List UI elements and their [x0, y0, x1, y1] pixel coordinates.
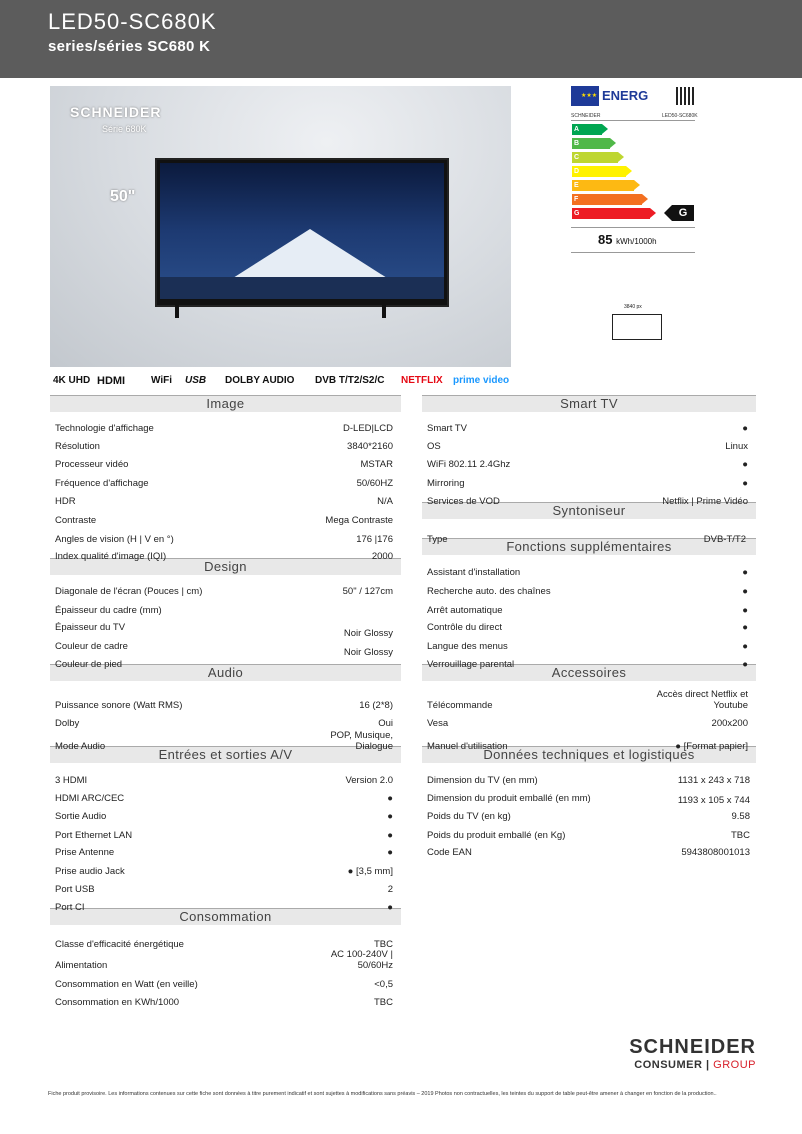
extra-row-label: Recherche auto. des chaînes [427, 586, 551, 597]
image-row-value: 2000 [371, 551, 393, 562]
image-row-value: 176 |176 [356, 534, 393, 545]
qr-code-icon [676, 87, 694, 105]
smart-row-label: Services de VOD [427, 496, 500, 507]
image-row-label: Fréquence d'affichage [55, 478, 149, 489]
audio-row-label: Dolby [55, 718, 80, 729]
acc-row-value: ● [Format papier] [675, 741, 748, 752]
energy-label [568, 86, 698, 256]
conso-row-label: Consommation en Watt (en veille) [55, 979, 198, 990]
smart-row-value: ● [742, 459, 748, 470]
acc-row-label: Vesa [427, 718, 449, 729]
design-row-label: Couleur de pied [55, 659, 123, 670]
conso-row-label: Alimentation [55, 960, 108, 971]
company-logo-consumer: CONSUMER [634, 1059, 703, 1071]
av-row-value: ● [387, 793, 393, 804]
usb-logo: USB [185, 375, 207, 386]
extra-row-label: Langue des menus [427, 641, 508, 652]
extra-row-value: ● [742, 659, 748, 670]
smart-row-value: Linux [725, 441, 748, 452]
av-row-label: Prise Antenne [55, 847, 115, 858]
section-image-title: Image [50, 395, 401, 412]
smart-row-value: ● [742, 478, 748, 489]
extra-row-value: ● [742, 586, 748, 597]
av-row-value: ● [387, 902, 393, 913]
smart-row-label: WiFi 802.11 2.4Ghz [427, 459, 511, 470]
header-bar [0, 0, 802, 78]
design-row-label: Épaisseur du cadre (mm) [55, 605, 162, 616]
prime-video-logo: prime video [453, 375, 510, 386]
extra-row-value: ● [742, 605, 748, 616]
energy-unit: kWh/1000h [616, 237, 657, 246]
extra-row-label: Arrêt automatique [427, 605, 503, 616]
tech-row-label: Poids du TV (en kg) [427, 811, 511, 822]
smart-row-label: Mirroring [427, 478, 465, 489]
energy-divider [571, 120, 695, 121]
image-row-label: Angles de vision (H | V en °) [55, 534, 174, 545]
section-design-title: Design [50, 558, 401, 575]
section-tuner-title: Syntoniseur [422, 502, 756, 519]
energy-class-f: F [572, 194, 642, 205]
model-title: LED50-SC680K [48, 9, 217, 34]
tech-row-value: 1193 x 105 x 744 [677, 795, 750, 806]
conso-row-value: TBC [374, 997, 393, 1008]
conso-row-label: Consommation en KWh/1000 [55, 997, 180, 1008]
av-row-label: HDMI ARC/CEC [55, 793, 125, 804]
smart-row-label: OS [427, 441, 441, 452]
series-subtitle: series/séries SC680 K [48, 38, 211, 55]
energy-class-a: A [572, 124, 602, 135]
av-row-label: Port USB [55, 884, 95, 895]
tech-row-label: Dimension du TV (en mm) [427, 775, 538, 786]
tuner-row-value: DVB-T/T2 [703, 534, 746, 545]
av-row-label: Port CI [55, 902, 85, 913]
company-logo-group: GROUP [713, 1059, 756, 1071]
energy-consumption [598, 232, 657, 247]
audio-row-label: Puissance sonore (Watt RMS) [55, 700, 183, 711]
section-conso-title: Consommation [50, 908, 401, 925]
energy-class-g: G [572, 208, 650, 219]
extra-row-label: Contrôle du direct [427, 622, 502, 633]
image-row-label: Processeur vidéo [55, 459, 129, 470]
acc-row-label: Manuel d'utilisation [427, 741, 508, 752]
image-row-label: Contraste [55, 515, 97, 526]
acc-row-label: Télécommande [427, 700, 493, 711]
image-row-label: Index qualité d'image (IQI) [55, 551, 167, 562]
extra-row-label: Verrouillage parental [427, 659, 515, 670]
tech-row-value: 9.58 [731, 811, 750, 822]
extra-row-label: Assistant d'installation [427, 567, 521, 578]
tech-row-label: Poids du produit emballé (en Kg) [427, 830, 566, 841]
energy-brand: SCHNEIDER [571, 113, 601, 119]
company-logo [572, 1036, 756, 1071]
audio-row-value: 16 (2*8) [359, 700, 393, 711]
section-tech-title: Données techniques et logistiques [422, 746, 756, 763]
section-av-title: Entrées et sorties A/V [50, 746, 401, 763]
conso-row-label: Classe d'efficacité énergétique [55, 939, 184, 950]
image-row-label: Résolution [55, 441, 100, 452]
tech-row-label: Code EAN [427, 847, 472, 858]
uhd-logo: 4K UHD [53, 375, 91, 386]
screen-dims: 3840 px [624, 304, 642, 310]
design-row-label: Épaisseur du TV [55, 622, 126, 633]
energy-class-indicator: G [672, 205, 694, 221]
av-row-value: ● [387, 811, 393, 822]
av-row-label: 3 HDMI [55, 775, 88, 786]
design-row-value: 50" / 127cm [342, 586, 393, 597]
photo-serie: Série 680K [102, 124, 147, 134]
feature-logos [53, 373, 508, 389]
image-row-label: HDR [55, 496, 76, 507]
design-row-label: Diagonale de l'écran (Pouces | cm) [55, 586, 203, 597]
image-row-value: D-LED|LCD [343, 423, 393, 434]
smart-row-label: Smart TV [427, 423, 467, 434]
audio-row-label: Mode Audio [55, 741, 106, 752]
audio-row-value: POP, Musique, Dialogue [330, 730, 393, 752]
av-row-value: ● [387, 847, 393, 858]
conso-row-value: AC 100-240V | 50/60Hz [330, 949, 393, 971]
tuner-row-label: Type [427, 534, 448, 545]
product-photo [50, 86, 511, 367]
extra-row-value: ● [742, 622, 748, 633]
image-row-value: 50/60HZ [356, 478, 393, 489]
energy-divider [571, 227, 695, 228]
av-row-label: Prise audio Jack [55, 866, 125, 877]
photo-size: 50" [110, 188, 136, 205]
tv-dimension-icon [612, 314, 662, 340]
energy-class-c: C [572, 152, 618, 163]
energy-class-d: D [572, 166, 626, 177]
section-audio-title: Audio [50, 664, 401, 681]
netflix-logo: NETFLIX [401, 375, 443, 386]
footnote: Fiche produit provisoire. Les informations contenues sur cette fiche sont données à titre purement indicatif et sont sujettes à modifications sans préavis – 2019 Photos non contractuelles, les teintes du support de table peut-être amener à changer en fonction de la production.. [48, 1091, 717, 1097]
eu-flag-icon: ★★★ [571, 86, 599, 106]
tv-image [155, 158, 449, 307]
energy-model: LED50-SC680K [662, 113, 698, 119]
tech-row-value: 1131 x 243 x 718 [677, 775, 750, 786]
tv-leg-right [382, 304, 386, 318]
av-row-label: Port Ethernet LAN [55, 830, 133, 841]
av-row-value: ● [3,5 mm] [347, 866, 393, 877]
image-row-value: MSTAR [360, 459, 393, 470]
section-extra-title: Fonctions supplémentaires [422, 538, 756, 555]
extra-row-value: ● [742, 567, 748, 578]
energy-class-e: E [572, 180, 634, 191]
acc-row-value: 200x200 [711, 718, 748, 729]
energy-value: 85 [598, 232, 613, 247]
dolby-logo: DOLBY AUDIO [225, 375, 295, 386]
smart-row-value: Netflix | Prime Vidéo [662, 496, 748, 507]
tech-row-value: 5943808001013 [681, 847, 750, 858]
energy-label-title: ENERG [602, 88, 649, 103]
wifi-logo: WiFi [151, 375, 173, 386]
tv-screen [160, 163, 444, 299]
section-smart-title: Smart TV [422, 395, 756, 412]
tech-row-value: TBC [731, 830, 750, 841]
conso-row-value: <0,5 [374, 979, 393, 990]
extra-row-value: ● [742, 641, 748, 652]
image-row-value: N/A [377, 496, 393, 507]
av-row-value: 2 [387, 884, 393, 895]
photo-brand: SCHNEIDER [70, 104, 162, 120]
acc-row-value: Accès direct Netflix et Youtube [656, 689, 748, 711]
energy-class-b: B [572, 138, 610, 149]
design-row-label: Couleur de cadre [55, 641, 128, 652]
dvb-logo: DVB T/T2/S2/C [315, 375, 385, 386]
company-logo-name: SCHNEIDER [629, 1036, 756, 1058]
audio-row-value: Oui [378, 718, 393, 729]
tv-leg-left [175, 304, 179, 318]
tech-row-label: Dimension du produit emballé (en mm) [427, 793, 591, 804]
image-row-label: Technologie d'affichage [55, 423, 154, 434]
av-row-label: Sortie Audio [55, 811, 107, 822]
hdmi-logo: HDMI [97, 375, 126, 387]
image-row-value: Mega Contraste [325, 515, 393, 526]
section-acc-title: Accessoires [422, 664, 756, 681]
av-row-value: Version 2.0 [345, 775, 393, 786]
mountain-base [160, 277, 444, 299]
company-logo-sub: CONSUMER | GROUP [634, 1059, 756, 1071]
conso-row-value: TBC [374, 939, 393, 950]
design-row-value: Noir Glossy [343, 628, 393, 639]
energy-divider [571, 252, 695, 253]
smart-row-value: ● [742, 423, 748, 434]
image-row-value: 3840*2160 [347, 441, 393, 452]
design-row-value: Noir Glossy [343, 647, 393, 658]
av-row-value: ● [387, 830, 393, 841]
